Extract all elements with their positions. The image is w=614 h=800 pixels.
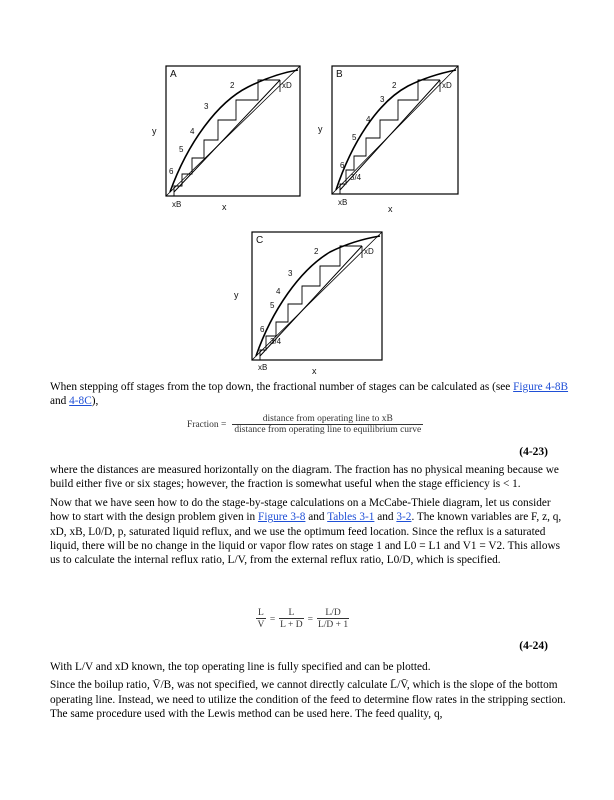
eq-term: L/D + 1 (317, 620, 349, 630)
equation-lhs: Fraction = (187, 419, 227, 430)
equation-number: (4-23) (519, 446, 548, 458)
y-axis-label: y (234, 290, 239, 300)
mccabe-thiele-diagram-a (148, 62, 308, 212)
equation-number: (4-24) (519, 640, 548, 652)
stage-number: 6 (169, 167, 174, 176)
fraction-label: 3/4 (270, 337, 282, 346)
y-axis-label: y (152, 126, 157, 136)
equation-numerator: distance from operating line to xB (232, 414, 423, 425)
link-figure-4-8b[interactable]: Figure 4-8B (513, 381, 569, 393)
equation-denominator: distance from operating line to equilibrium curve (234, 425, 422, 435)
xb-label: xB (172, 200, 182, 209)
panel-label: B (336, 69, 343, 80)
paragraph-block-bottom (50, 660, 572, 726)
stage-number: 5 (352, 133, 357, 142)
link-tables-3-1[interactable]: Tables 3-1 (327, 511, 375, 524)
eq-term: V (257, 620, 265, 630)
paragraph-design-problem (50, 496, 572, 568)
paragraph-fraction-intro (50, 380, 572, 413)
text: When stepping off stages from the top down, the fractional number of stages can be calculated as (see (50, 381, 514, 393)
equation-4-24: L = L = L/D V L + D L/D + 1 (257, 608, 349, 630)
link-figure-4-8c[interactable]: 4-8C (69, 395, 92, 408)
figure-c (232, 228, 392, 378)
equation-4-23 (186, 414, 423, 435)
stage-number: 4 (190, 127, 195, 136)
paragraph-distances: where the distances are measured horizontally on the diagram. The fraction has no physical meaning because we build either five or six stages; however, the fraction is somewhat useful when the stage efficiency is < 1. (50, 464, 559, 491)
text: Now that we have seen how to do the stage-by-stage calculations on a McCabe-Thiele diagram, let us consider how to start with the design problem given in (50, 496, 551, 524)
stage-number: 5 (270, 301, 275, 310)
text: and (305, 511, 328, 524)
y-axis-label: y (318, 124, 323, 134)
text: and (50, 395, 70, 408)
stage-number: 2 (314, 247, 319, 256)
text: ), (91, 395, 99, 408)
xd-label: xD (364, 247, 374, 256)
paragraph-boilup-ratio: Since the boilup ratio, V̄/B, was not specified, we cannot directly calculate L̄/V̄, which is the slope of the bottom operating line. Instead, we need to utilize the condition of the feed to determine flow rates in the stripping section. The same procedure used with the Lewis method can be used here. The feed quality, q, (50, 679, 566, 721)
figure-a (148, 62, 308, 212)
panel-label: A (170, 69, 177, 80)
x-axis-label: x (388, 204, 393, 214)
link-table-3-2[interactable]: 3-2 (396, 511, 412, 524)
stage-number: 6 (340, 161, 345, 170)
xd-label: xD (442, 81, 452, 90)
eq-term: L/D (317, 608, 349, 619)
paragraph-top-operating-line: With L/V and xD known, the top operating line is fully specified and can be plotted. (50, 661, 431, 673)
stage-number: 2 (230, 81, 235, 90)
eq-term: L (258, 608, 264, 618)
stage-number: 2 (392, 81, 397, 90)
link-figure-3-8[interactable]: Figure 3-8 (258, 511, 306, 524)
xd-label: xD (282, 81, 292, 90)
panel-label: C (256, 235, 264, 246)
paragraph-block (50, 463, 572, 572)
stage-number: 3 (288, 269, 293, 278)
mccabe-thiele-diagram-c (232, 228, 392, 378)
mccabe-thiele-diagram-b (316, 62, 466, 214)
figure-b (316, 62, 466, 214)
stage-number: 4 (366, 115, 371, 124)
x-axis-label: x (312, 366, 317, 376)
eq-term: L + D (280, 620, 303, 630)
stage-number: 5 (179, 145, 184, 154)
stage-number: 3 (204, 102, 209, 111)
fraction-label: 3/4 (350, 173, 362, 182)
eq-term: L (279, 608, 303, 619)
text: and (374, 511, 397, 524)
xb-label: xB (338, 198, 348, 207)
x-axis-label: x (222, 202, 227, 212)
stage-number: 4 (276, 287, 281, 296)
stage-number: 6 (260, 325, 265, 334)
xb-label: xB (258, 363, 268, 372)
text: . The known variables are F, z, q, xD, xB, L0/D, p, saturated liquid reflux, and we use the optimum feed location. Since the reflux is a saturated liquid, there will be no change in the liquid or vapor flow rates on stage 1 and L0 = L1 and V1 = V2. This allows us to calculate the internal reflux ratio, L/V, from the external reflux ratio, L0/D, which is specified. (50, 511, 562, 567)
stage-number: 3 (380, 95, 385, 104)
